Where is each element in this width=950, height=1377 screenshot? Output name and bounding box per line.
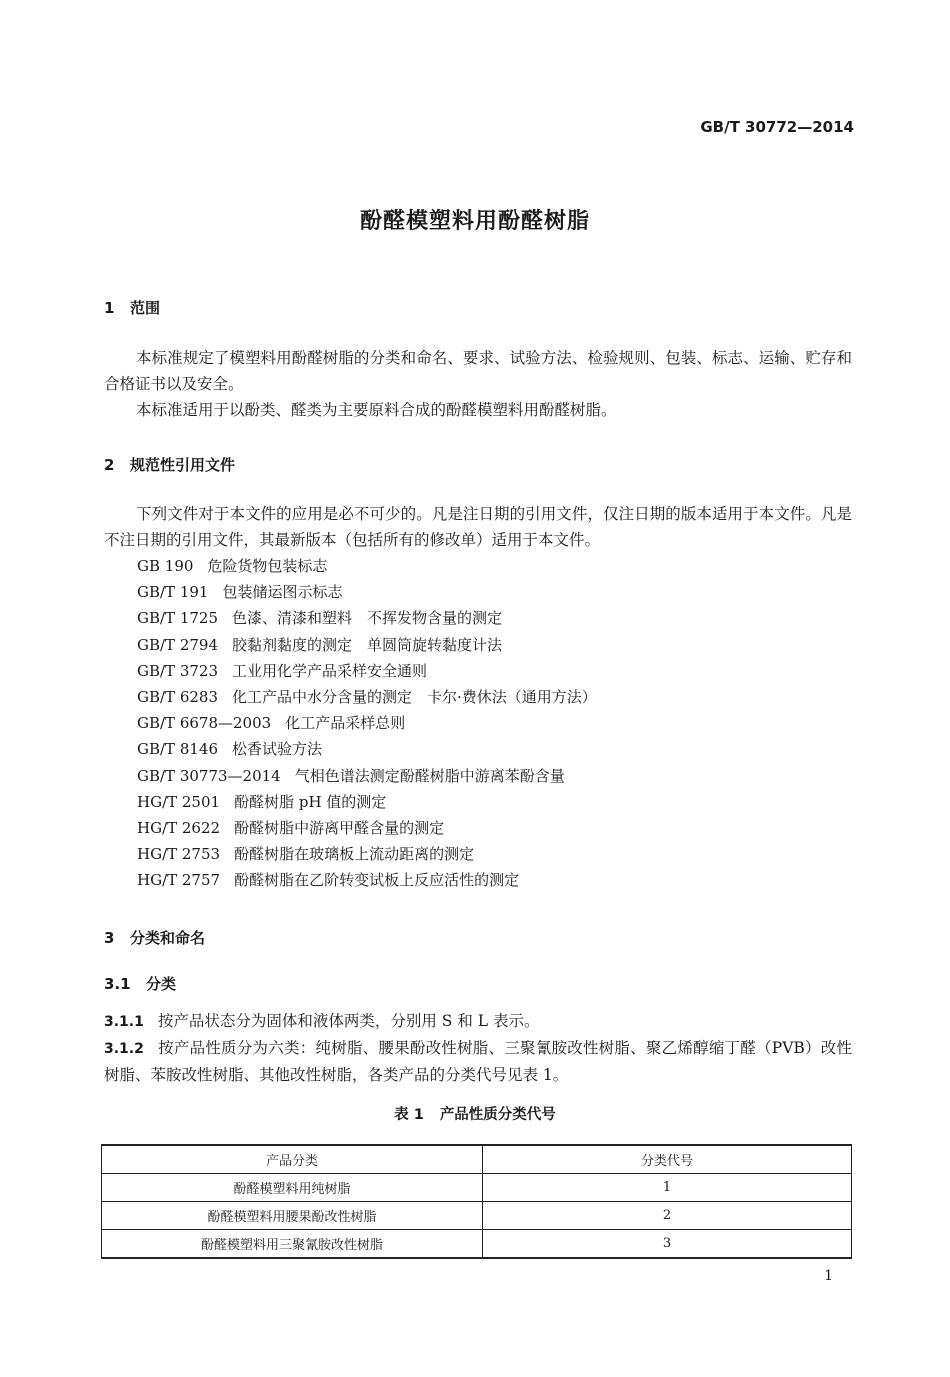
- subsection-number: 3.1: [104, 975, 131, 993]
- section-1-paragraph-2: 本标准适用于以酚类、醛类为主要原料合成的酚醛模塑料用酚醛树脂。: [136, 401, 617, 419]
- reference-item: [137, 815, 597, 841]
- reference-item: [137, 658, 597, 684]
- section-number: 2: [104, 456, 115, 474]
- table-header-row: [102, 1145, 852, 1174]
- reference-item: [137, 736, 597, 762]
- reference-item: [137, 789, 597, 815]
- reference-title: 胶黏剂黏度的测定 单圆筒旋转黏度计法: [232, 635, 503, 654]
- table-cell: 2: [483, 1202, 852, 1230]
- reference-title: 危险货物包装标志: [207, 557, 328, 575]
- document-title: 酚醛模塑料用酚醛树脂: [359, 209, 590, 234]
- table-caption: [0, 1103, 950, 1124]
- table-row: [102, 1174, 852, 1202]
- reference-code: GB/T 191: [137, 583, 209, 602]
- clause-text: 按产品状态分为固体和液体两类，分别用 S 和 L 表示。: [157, 1012, 540, 1030]
- table-row: [102, 1202, 852, 1230]
- clause-number: 3.1.1: [104, 1014, 144, 1030]
- table-cell: 酚醛模塑料用腰果酚改性树脂: [102, 1202, 483, 1230]
- reference-item: [137, 632, 597, 658]
- column-header: 分类代号: [483, 1145, 852, 1174]
- table-cell: 1: [483, 1174, 852, 1202]
- table-title: 产品性质分类代号: [439, 1107, 556, 1123]
- page-number: 1: [824, 1268, 833, 1284]
- section-2-intro: 下列文件对于本文件的应用是必不可少的。凡是注日期的引用文件，仅注日期的版本适用于本文件。凡是不注日期的引用文件，其最新版本（包括所有的修改单）适用于本文件。: [104, 505, 852, 549]
- classification-table: [101, 1144, 852, 1259]
- reference-code: GB/T 2794: [137, 635, 219, 654]
- reference-code: GB/T 1725: [137, 609, 219, 628]
- reference-item: [137, 867, 597, 893]
- reference-code: GB/T 30773—2014: [137, 766, 281, 785]
- section-title: 范围: [130, 299, 161, 317]
- reference-code: HG/T 2501: [137, 792, 221, 811]
- reference-code: GB/T 6678—2003: [137, 714, 272, 733]
- clause-number: 3.1.2: [104, 1041, 144, 1057]
- reference-title: 色漆、清漆和塑料 不挥发物含量的测定: [232, 609, 503, 628]
- column-header: 产品分类: [102, 1145, 483, 1174]
- clause-3-1-2: [104, 1035, 852, 1088]
- reference-item: [137, 684, 597, 710]
- reference-title: 气相色谱法测定酚醛树脂中游离苯酚含量: [294, 766, 565, 785]
- reference-item: [137, 553, 597, 579]
- reference-title: 化工产品中水分含量的测定 卡尔·费休法（通用方法）: [232, 688, 597, 707]
- reference-code: GB/T 8146: [137, 740, 219, 759]
- clause-3-1-1: [104, 1008, 540, 1035]
- reference-code: HG/T 2757: [137, 871, 221, 890]
- reference-item: [137, 605, 597, 631]
- section-number: 3: [104, 929, 115, 947]
- reference-title: 化工产品采样总则: [285, 714, 406, 733]
- table-cell: 酚醛模塑料用纯树脂: [102, 1174, 483, 1202]
- table-cell: 酚醛模塑料用三聚氰胺改性树脂: [102, 1230, 483, 1259]
- reference-title: 酚醛树脂中游离甲醛含量的测定: [234, 819, 445, 838]
- reference-title: 松香试验方法: [232, 740, 323, 759]
- section-1-heading: [104, 297, 160, 318]
- subsection-title: 分类: [146, 975, 177, 993]
- reference-item: [137, 841, 597, 867]
- reference-title: 酚醛树脂在玻璃板上流动距离的测定: [234, 845, 475, 864]
- subsection-3-1-heading: [104, 973, 176, 994]
- reference-list: [137, 553, 597, 894]
- section-number: 1: [104, 299, 115, 317]
- section-title: 分类和命名: [130, 929, 206, 947]
- reference-code: GB/T 6283: [137, 688, 219, 707]
- table-number: 表 1: [394, 1107, 424, 1123]
- standard-code: GB/T 30772—2014: [700, 118, 854, 136]
- reference-title: 酚醛树脂 pH 值的测定: [234, 792, 387, 811]
- reference-title: 酚醛树脂在乙阶转变试板上反应活性的测定: [234, 871, 520, 890]
- reference-item: [137, 763, 597, 789]
- reference-code: GB/T 3723: [137, 661, 219, 680]
- section-1-paragraph-1: 本标准规定了模塑料用酚醛树脂的分类和命名、要求、试验方法、检验规则、包装、标志、运输、贮存和合格证书以及安全。: [104, 349, 852, 393]
- clause-text: 按产品性质分为六类：纯树脂、腰果酚改性树脂、三聚氰胺改性树脂、聚乙烯醇缩丁醛（PVB）改性树脂、苯胺改性树脂、其他改性树脂，各类产品的分类代号见表 1。: [104, 1039, 852, 1084]
- reference-item: [137, 579, 597, 605]
- reference-title: 包装储运图示标志: [222, 583, 343, 602]
- reference-code: HG/T 2753: [137, 845, 221, 864]
- section-2-heading: [104, 454, 235, 475]
- reference-code: GB 190: [137, 557, 194, 575]
- reference-title: 工业用化学产品采样安全通则: [232, 661, 428, 680]
- table-row: [102, 1230, 852, 1259]
- table-cell: 3: [483, 1230, 852, 1259]
- section-3-heading: [104, 927, 205, 948]
- reference-code: HG/T 2622: [137, 819, 221, 838]
- section-title: 规范性引用文件: [130, 456, 236, 474]
- reference-item: [137, 710, 597, 736]
